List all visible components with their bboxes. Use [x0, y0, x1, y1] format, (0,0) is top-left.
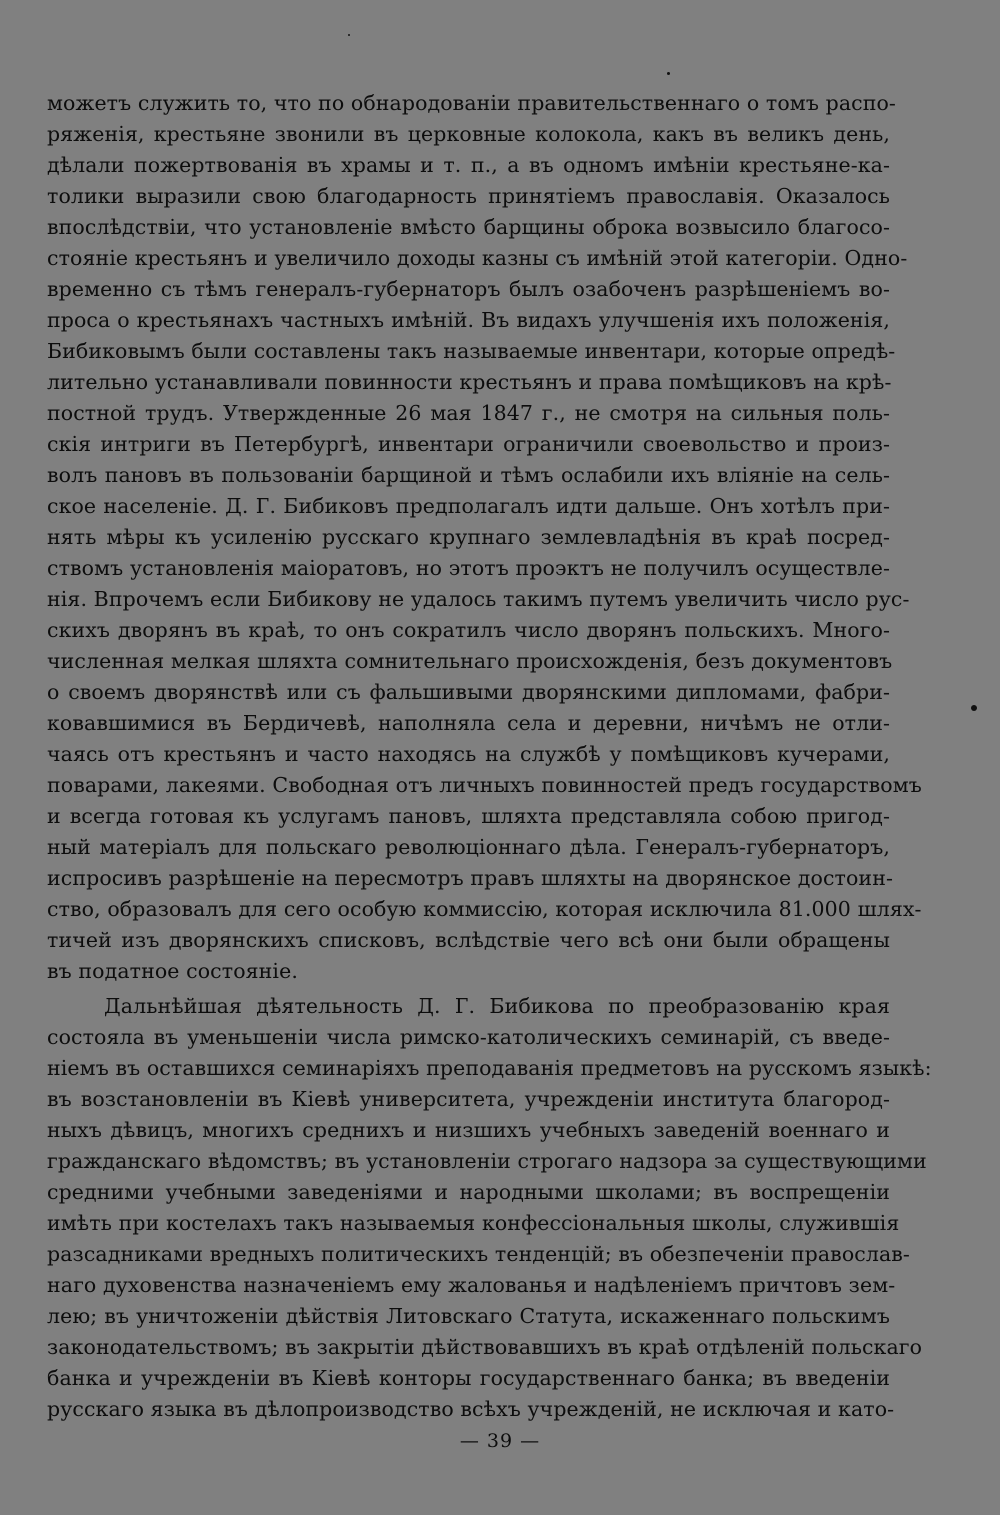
scan-speck [971, 705, 977, 711]
text-line: гражданскаго вѣдомствъ; въ установленіи строгаго надзора за существующими [47, 1149, 927, 1173]
text-line: поварами, лакеями. Свободная отъ личныхъ повинностей предъ государствомъ [47, 773, 922, 797]
text-line: Дальнѣйшая дѣятельность Д. Г. Бибикова по преобразованію края [104, 994, 890, 1018]
scan-speck [667, 72, 670, 75]
text-line: имѣть при костелахъ такъ называемыя конфессіональныя школы, служившія [47, 1211, 900, 1235]
text-line: ковавшимися въ Бердичевѣ, наполняла села и деревни, ничѣмъ не отли- [47, 711, 890, 735]
text-line: законодательствомъ; въ закрытіи дѣйствовавшихъ въ краѣ отдѣленій польскаго [47, 1335, 923, 1359]
text-line: русскаго языка въ дѣлопроизводство всѣхъ учрежденій, не исключая и като- [47, 1397, 895, 1421]
text-line: впослѣдствіи, что установленіе вмѣсто барщины оброка возвысило благосо- [47, 215, 890, 239]
text-line: чаясь отъ крестьянъ и часто находясь на службѣ у помѣщиковъ кучерами, [47, 742, 890, 766]
text-line: проса о крестьянахъ частныхъ имѣній. Въ видахъ улучшенія ихъ положенія, [47, 308, 890, 332]
text-line: ство, образовалъ для сего особую коммиссію, которая исключила 81.000 шлях- [47, 897, 922, 921]
text-line: въ податное состояніе. [47, 959, 298, 983]
text-line: стояніе крестьянъ и увеличило доходы казны съ имѣній этой категоріи. Одно- [47, 246, 908, 270]
text-line: дѣлали пожертвованія въ храмы и т. п., а въ одномъ имѣніи крестьяне-ка- [47, 153, 890, 177]
text-line: лею; въ уничтоженіи дѣйствія Литовскаго Статута, искаженнаго польскимъ [47, 1304, 890, 1328]
text-line: численная мелкая шляхта сомнительнаго происхожденія, безъ документовъ [47, 649, 893, 673]
text-line: наго духовенства назначеніемъ ему жалованья и надѣленіемъ причтовъ зем- [47, 1273, 896, 1297]
text-line: состояла въ уменьшеніи числа римско-католическихъ семинарій, съ введе- [47, 1025, 890, 1049]
text-line: тичей изъ дворянскихъ списковъ, вслѣдствіе чего всѣ они были обращены [47, 928, 890, 952]
text-line: разсадниками вредныхъ политическихъ тенденцій; въ обезпеченіи православ- [47, 1242, 910, 1266]
text-line: временно съ тѣмъ генералъ-губернаторъ былъ озабоченъ разрѣшеніемъ во- [47, 277, 890, 301]
text-line: можетъ служить то, что по обнародованіи правительственнаго о томъ распо- [47, 91, 896, 115]
text-line: ніемъ въ оставшихся семинаріяхъ преподаванія предметовъ на русскомъ языкѣ: [47, 1056, 932, 1080]
text-line: ныхъ дѣвицъ, многихъ среднихъ и низшихъ учебныхъ заведеній военнаго и [47, 1118, 890, 1142]
text-line: скія интриги въ Петербургѣ, инвентари ограничили своевольство и произ- [47, 432, 890, 456]
paragraph-2 [47, 991, 932, 1425]
text-line: ствомъ установленія маіоратовъ, но этотъ проэктъ не получилъ осуществле- [47, 556, 890, 580]
text-line: волъ пановъ въ пользованіи барщиной и тѣмъ ослабили ихъ вліяніе на сель- [47, 463, 890, 487]
text-line: ское населеніе. Д. Г. Бибиковъ предполагалъ идти дальше. Онъ хотѣлъ при- [47, 494, 890, 518]
text-line: скихъ дворянъ въ краѣ, то онъ сократилъ число дворянъ польскихъ. Много- [47, 618, 890, 642]
text-line: банка и учрежденіи въ Кіевѣ конторы государственнаго банка; въ введеніи [47, 1366, 890, 1390]
text-line: нія. Впрочемъ если Бибикову не удалось такимъ путемъ увеличить число рус- [47, 587, 910, 611]
text-line: и всегда готовая къ услугамъ пановъ, шляхта представляла собою пригод- [47, 804, 890, 828]
scan-speck [348, 34, 350, 36]
text-line: толики выразили свою благодарность принятіемъ православія. Оказалось [47, 184, 890, 208]
text-line: средними учебными заведеніями и народными школами; въ воспрещеніи [47, 1180, 890, 1204]
page-number: — 39 — [459, 1430, 541, 1452]
text-line: испросивъ разрѣшеніе на пересмотръ правъ шляхты на дворянское достоин- [47, 866, 893, 890]
text-line: о своемъ дворянствѣ или съ фальшивыми дворянскими дипломами, фабри- [47, 680, 890, 704]
paragraph-1 [47, 88, 922, 987]
text-line: въ возстановленіи въ Кіевѣ университета, учрежденіи института благород- [47, 1087, 890, 1111]
text-line: постной трудъ. Утвержденные 26 мая 1847 г., не смотря на сильныя поль- [47, 401, 890, 425]
text-line: нять мѣры къ усиленію русскаго крупнаго землевладѣнія въ краѣ посред- [47, 525, 890, 549]
text-line: лительно устанавливали повинности крестьянъ и права помѣщиковъ на крѣ- [47, 370, 892, 394]
text-line: ряженія, крестьяне звонили въ церковные колокола, какъ въ великъ день, [47, 122, 890, 146]
text-line: Бибиковымъ были составлены такъ называемые инвентари, которые опредѣ- [47, 339, 896, 363]
text-line: ный матеріалъ для польскаго революціоннаго дѣла. Генералъ-губернаторъ, [47, 835, 890, 859]
